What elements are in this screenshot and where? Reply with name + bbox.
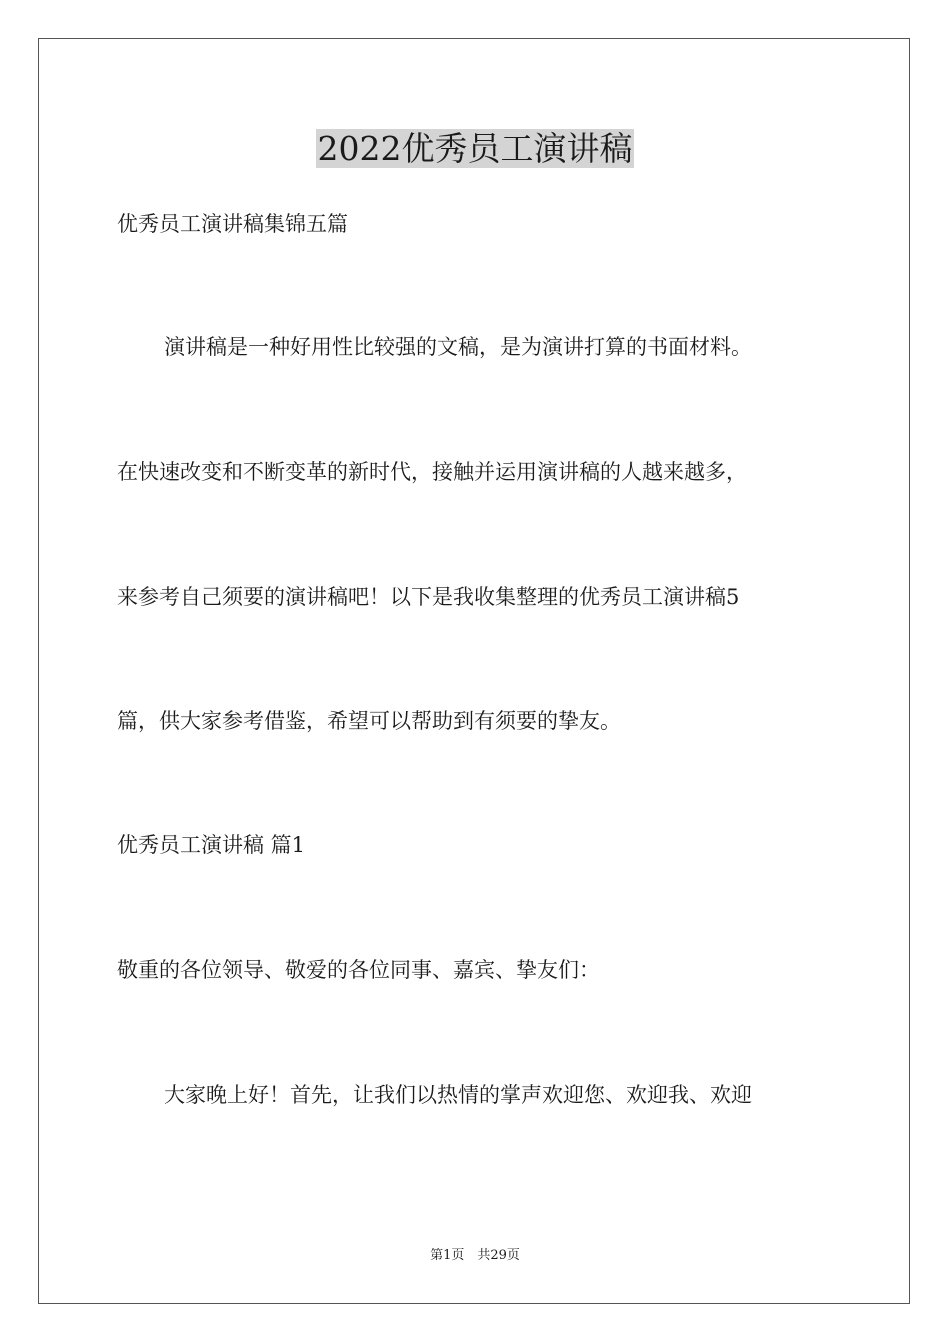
intro-paragraph-line-3: 来参考自己须要的演讲稿吧！以下是我收集整理的优秀员工演讲稿5 xyxy=(117,585,740,609)
speech-paragraph-line-1: 大家晚上好！首先，让我们以热情的掌声欢迎您、欢迎我、欢迎 xyxy=(164,1083,752,1107)
intro-paragraph-line-1: 演讲稿是一种好用性比较强的文稿，是为演讲打算的书面材料。 xyxy=(164,335,752,359)
document-title xyxy=(0,125,950,173)
document-title-text: 2022优秀员工演讲稿 xyxy=(317,129,633,168)
intro-paragraph-line-2: 在快速改变和不断变革的新时代，接触并运用演讲稿的人越来越多， xyxy=(117,460,747,484)
page-number-footer: 第1页 共29页 xyxy=(430,1248,520,1263)
collection-heading: 优秀员工演讲稿集锦五篇 xyxy=(117,212,348,236)
speech-salutation: 敬重的各位领导、敬爱的各位同事、嘉宾、挚友们： xyxy=(117,958,600,982)
section-heading-speech-1: 优秀员工演讲稿 篇1 xyxy=(117,833,306,857)
intro-paragraph-line-4: 篇，供大家参考借鉴，希望可以帮助到有须要的挚友。 xyxy=(117,709,621,733)
